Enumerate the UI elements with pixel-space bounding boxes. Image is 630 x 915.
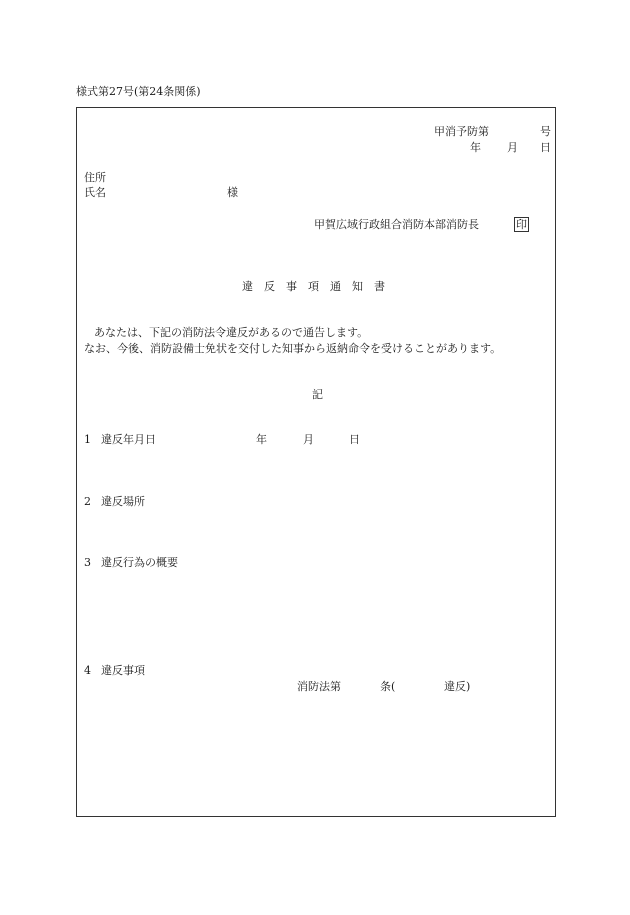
form-header: 様式第27号(第24条関係): [76, 85, 201, 98]
form-frame: [76, 107, 556, 817]
item-1-number: 1: [84, 433, 91, 446]
item-1-label: 違反年月日: [101, 433, 156, 446]
date-day: 日: [540, 141, 551, 154]
name-label: 氏名: [84, 186, 106, 199]
honorific: 様: [227, 186, 238, 199]
item-4-number: 4: [84, 664, 91, 677]
document-title: 違反事項通知書: [242, 280, 396, 293]
item-3-label: 違反行為の概要: [101, 556, 178, 569]
number-suffix: 号: [540, 125, 551, 138]
issuer-title: 甲賀広域行政組合消防本部消防長: [314, 218, 479, 231]
date-year: 年: [470, 141, 481, 154]
body-line-1: あなたは、下記の消防法令違反があるので通告します。: [94, 326, 369, 339]
number-prefix: 甲消予防第: [434, 125, 489, 138]
seal-stamp: 印: [516, 218, 527, 231]
law-prefix: 消防法第: [297, 680, 341, 693]
item-3-number: 3: [84, 556, 91, 569]
item-1-year: 年: [256, 433, 267, 446]
item-4-label: 違反事項: [101, 664, 145, 677]
law-article: 条(: [380, 680, 396, 693]
law-violation: 違反): [444, 680, 471, 693]
address-label: 住所: [84, 171, 106, 184]
body-line-2: なお、今後、消防設備士免状を交付した知事から返納命令を受けることがあります。: [84, 342, 502, 355]
item-1-month: 月: [303, 433, 314, 446]
ki-heading: 記: [312, 388, 323, 401]
item-1-day: 日: [349, 433, 360, 446]
date-month: 月: [507, 141, 518, 154]
item-2-number: 2: [84, 495, 91, 508]
item-2-label: 違反場所: [101, 495, 145, 508]
issuer-seal: [514, 217, 529, 232]
